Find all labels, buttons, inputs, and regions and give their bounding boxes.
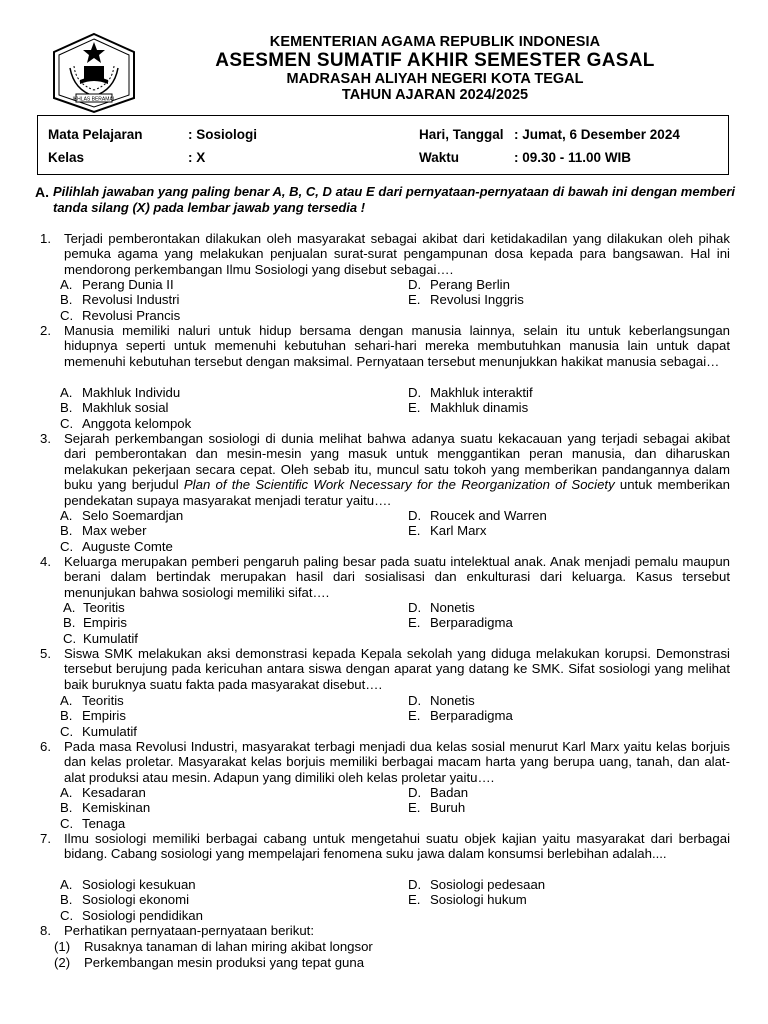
book-title: Plan of the Scientific Work Necessary for the Reorganization of Society bbox=[183, 477, 615, 493]
question-number: 3. bbox=[40, 431, 51, 446]
subject-value: : Sosiologi bbox=[188, 127, 257, 142]
question-number: 8. bbox=[40, 923, 51, 938]
school-name: MADRASAH ALIYAH NEGERI KOTA TEGAL bbox=[286, 71, 584, 87]
question-3 bbox=[40, 431, 730, 508]
option-e: E. Sosiologi hukum bbox=[408, 892, 527, 908]
option-e: E. Buruh bbox=[408, 800, 466, 816]
question-8 bbox=[40, 923, 730, 938]
question-stem: Sejarah perkembangan sosiologi di dunia melihat bahwa adanya suatu kekacauan yang terjadi sebagai akibat dari pemberontakan dan mesin-mesin yang masuk untuk menggantikan peran manusia, dan diharuskan melakukan pekerjaan secara cepat. Oleh sebab itu, muncul satu tokoh yang memberikan pandangannya dalam buku yang berjudul Plan of the Scientific Work Necessary for the Reorganization of Society untuk memberikan pendekatan supaya masyarakat menjadi teratur yaitu…. bbox=[64, 431, 730, 508]
time-label: Waktu bbox=[419, 150, 459, 165]
question-number: 5. bbox=[40, 646, 51, 661]
question-stem: Perhatikan pernyataan-pernyataan berikut: bbox=[64, 923, 314, 938]
option-d: D. Makhluk interaktif bbox=[408, 385, 533, 400]
day-label: Hari, Tanggal bbox=[419, 127, 504, 142]
option-c: C. Anggota kelompok bbox=[60, 415, 192, 431]
option-a: A. Kesadaran bbox=[60, 785, 146, 800]
class-label: Kelas bbox=[48, 150, 85, 165]
question-number: 4. bbox=[40, 554, 51, 569]
option-a: A. Selo Soemardjan bbox=[60, 508, 184, 523]
question-stem: Ilmu sosiologi memiliki berbagai cabang untuk mengetahui suatu objek kajian yaitu masyarakat dari berbagai bidang. Cabang sosiologi yang mempelajari fenomena suku jawa dalam konsumsi berlebihan adalah.... bbox=[64, 831, 730, 862]
option-b: B. Empiris bbox=[60, 708, 126, 724]
logo-ribbon-text: IKHLAS BERAMAL bbox=[72, 96, 116, 103]
day-value: : Jumat, 6 Desember 2024 bbox=[514, 127, 680, 142]
exam-info-box bbox=[37, 115, 729, 175]
option-b: B. Kemiskinan bbox=[60, 800, 151, 816]
option-c: C. Auguste Comte bbox=[60, 538, 173, 554]
instruction-text: Pilihlah jawaban yang paling benar A, B, C, D atau E dari pernyataan-pernyataan di bawah ini dengan memberi tanda silang (X) pada lembar jawab yang tersedia ! bbox=[53, 184, 735, 215]
question-stem: Pada masa Revolusi Industri, masyarakat terbagi menjadi dua kelas sosial menurut Karl Marx yaitu kelas borjuis dan kelas proletar. Masyarakat kelas borjuis memiliki berbagai macam harta yang berupa uang, tanah, dan alat-alat produksi atau mesin. Adapun yang dimiliki oleh kelas proletar yaitu…. bbox=[64, 739, 730, 785]
option-c: C. Tenaga bbox=[60, 815, 126, 831]
option-c: C. Revolusi Prancis bbox=[60, 307, 181, 323]
option-b: B. Revolusi Industri bbox=[60, 292, 180, 308]
option-a: A. Perang Dunia II bbox=[60, 277, 174, 292]
question-5 bbox=[40, 646, 730, 692]
question-number: 1. bbox=[40, 231, 51, 246]
section-letter: A. bbox=[35, 184, 49, 200]
option-d: D. Badan bbox=[408, 785, 469, 800]
document-header bbox=[150, 34, 720, 103]
option-a: A. Makhluk Individu bbox=[60, 385, 181, 400]
question-2 bbox=[40, 323, 730, 369]
question-4 bbox=[40, 554, 730, 600]
academic-year: TAHUN AJARAN 2024/2025 bbox=[341, 87, 529, 103]
section-instruction bbox=[35, 184, 735, 216]
class-value: : X bbox=[188, 150, 206, 165]
question-6 bbox=[40, 739, 730, 785]
option-d: D. Nonetis bbox=[408, 693, 475, 708]
question-1 bbox=[40, 231, 730, 277]
option-e: E. Berparadigma bbox=[408, 708, 513, 724]
option-c: C. Kumulatif bbox=[60, 723, 137, 739]
subject-label: Mata Pelajaran bbox=[48, 127, 143, 142]
option-b: B. Empiris bbox=[63, 615, 127, 631]
option-e: E. Revolusi Inggris bbox=[408, 292, 524, 308]
ministry-name: KEMENTERIAN AGAMA REPUBLIK INDONESIA bbox=[269, 34, 601, 50]
time-value: : 09.30 - 11.00 WIB bbox=[514, 150, 632, 165]
option-a: A. Sosiologi kesukuan bbox=[60, 877, 196, 892]
option-d: D. Perang Berlin bbox=[408, 277, 510, 292]
option-a: A. Teoritis bbox=[60, 693, 124, 708]
option-e: E. Makhluk dinamis bbox=[408, 400, 529, 416]
option-e: E. Berparadigma bbox=[408, 615, 513, 631]
question-stem: Siswa SMK melakukan aksi demonstrasi kepada Kepala sekolah yang diduga melakukan korupsi. Demonstrasi tersebut berujung pada kericuhan antara siswa dengan aparat yang datang ke SMK. Sifat sosiologi yang melihat baik buruknya suatu fakta pada masyarakat disebut…. bbox=[64, 646, 730, 692]
option-b: B. Sosiologi ekonomi bbox=[60, 892, 190, 908]
option-d: D. Sosiologi pedesaan bbox=[408, 877, 546, 892]
exam-title: ASESMEN SUMATIF AKHIR SEMESTER GASAL bbox=[215, 50, 655, 71]
question-number: 2. bbox=[40, 323, 51, 338]
ministry-logo bbox=[52, 32, 136, 114]
question-stem: Keluarga merupakan pemberi pengaruh paling besar pada suatu intelektual anak. Anak menjadi pemalu maupun berani dalam bertindak merupakan hasil dari sosialisasi dan enkulturasi dari keluarga. Kasus tersebut menunjukan bahwa sosiologi memiliki sifat…. bbox=[64, 554, 730, 600]
question-stem: Terjadi pemberontakan dilakukan oleh masyarakat sebagai akibat dari ketidakadilan yang dilakukan oleh pihak pemuka agama yang melakukan penjualan surat-surat pengampunan dosa kepada para bangsawan. Hal ini mendorong perkembangan Ilmu Sosiologi yang disebut sebagai…. bbox=[64, 231, 730, 277]
question-stem: Manusia memiliki naluri untuk hidup bersama dengan manusia lainnya, selain itu untuk keberlangsungan hidupnya seperti untuk memenuhi kebutuhan sehari-hari mereka membutuhkan manusia lain untuk dapat memenuhi kebutuhan tersebut dengan maksimal. Pernyataan tersebut menunjukkan hakikat manusia sebagai… bbox=[64, 323, 730, 369]
question-7 bbox=[40, 831, 730, 862]
option-b: B. Makhluk sosial bbox=[60, 400, 169, 416]
statement-2: (2) Perkembangan mesin produksi yang tepat guna bbox=[54, 955, 365, 970]
question-number: 7. bbox=[40, 831, 51, 846]
option-c: C. Kumulatif bbox=[63, 630, 138, 646]
option-b: B. Max weber bbox=[60, 523, 147, 539]
question-number: 6. bbox=[40, 739, 51, 754]
option-d: D. Roucek and Warren bbox=[408, 508, 547, 523]
option-a: A. Teoritis bbox=[63, 600, 125, 615]
option-e: E. Karl Marx bbox=[408, 523, 487, 539]
statement-1: (1) Rusaknya tanaman di lahan miring akibat longsor bbox=[54, 939, 373, 954]
option-d: D. Nonetis bbox=[408, 600, 475, 615]
option-c: C. Sosiologi pendidikan bbox=[60, 907, 203, 923]
